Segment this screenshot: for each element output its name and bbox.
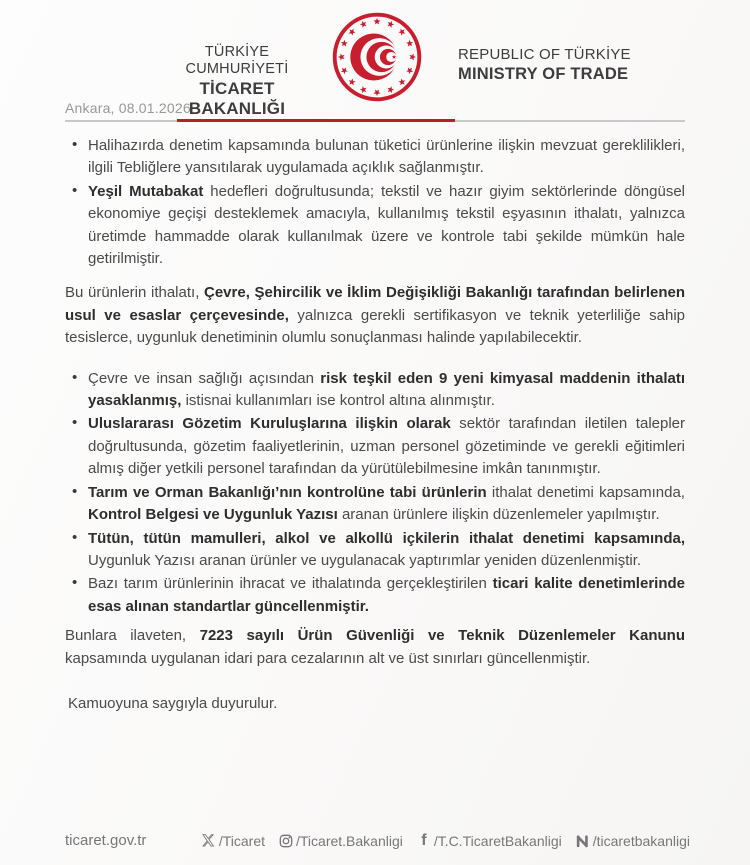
paragraph-penalties: Bunlara ilaveten, 7223 sayılı Ürün Güvenliği ve Teknik Düzenlemeler Kanunu kapsamında uygulanan idari para cezalarının alt ve üst sınırları güncellenmiştir. — [65, 627, 685, 667]
divider-red-segment — [177, 119, 455, 122]
list-item: • Yeşil Mutabakat hedefleri doğrultusunda; tekstil ve hazır giyim sektörlerinde döngüsel ekonomiye geçişi desteklemek amacıyla, kullanılmış tekstil eşyasının ithalatı, yalnızca üretimde hammadde olarak kullanılmak üzere ve kontrole tabi şekilde mümkün hale getirilmiştir. — [65, 181, 685, 271]
list-item: • Uluslararası Gözetim Kuruluşlarına ilişkin olarak sektör tarafından iletilen talepler doğrultusunda, gözetim faaliyetlerinin, uzman personel gözetiminde ve gerekli eğitimleri almış diğer yetkili personel tarafından da yürütülebilmesine imkân tanınmıştır. — [65, 413, 685, 480]
paragraph-import-conditions: Bu ürünlerin ithalatı, Çevre, Şehircilik ve İklim Değişikliği Bakanlığı tarafından belirlenen usul ve esaslar çerçevesinde, yalnızca gerekli sertifikasyon ve teknik yeterliliğe sahip tesislerce, uygunluk denetiminin olumlu sonuçlanması halinde yapılabilecektir. — [65, 284, 686, 347]
document-header — [0, 0, 750, 122]
document-body — [0, 135, 750, 715]
ministry-of-trade-logo — [331, 11, 423, 103]
social-link-instagram[interactable] — [278, 833, 403, 849]
social-link-nsosyal[interactable] — [575, 833, 690, 849]
bullet-list-2 — [65, 368, 685, 618]
list-item: • Tarım ve Orman Bakanlığı’nın kontrolüne tabi ürünlerin ithalat denetimi kapsamında, Kontrol Belgesi ve Uygunluk Yazısı aranan ürünlere ilişkin düzenlemeler yapılmıştır. — [65, 482, 685, 527]
x-icon — [201, 833, 217, 849]
social-handle: /Ticaret — [218, 832, 265, 849]
list-item: • Tütün, tütün mamulleri, alkol ve alkollü içkilerin ithalat denetimi kapsamında, Uygunluk Yazısı aranan ürünler ve uygulanacak yaptırımlar yeniden düzenlenmiştir. — [65, 528, 685, 573]
org-title-en-line2: MINISTRY OF TRADE — [458, 65, 629, 84]
list-item: • Çevre ve insan sağlığı açısından risk teşkil eden 9 yeni kimyasal maddenin ithalatı yasaklanmış, istisnai kullanımları ise kontrol altına alınmıştır. — [65, 368, 685, 413]
logo-crescents — [350, 34, 398, 81]
org-title-en-line1: REPUBLIC OF TÜRKİYE — [458, 46, 631, 63]
social-handle: /Ticaret.Bakanligi — [296, 832, 403, 849]
website-link[interactable]: ticaret.gov.tr — [65, 832, 147, 849]
document-footer — [65, 832, 690, 849]
instagram-icon — [278, 833, 294, 849]
org-title-english — [458, 46, 631, 84]
social-links — [201, 833, 690, 849]
dateline: Ankara, 08.01.2026 — [65, 100, 191, 116]
header-divider — [65, 119, 685, 122]
bullet-list-1 — [65, 135, 685, 270]
nsosyal-icon — [575, 833, 591, 849]
social-link-x[interactable] — [201, 833, 265, 849]
social-handle: /T.C.TicaretBakanligi — [433, 832, 562, 849]
list-item: • Bazı tarım ürünlerinin ihracat ve ithalatında gerçekleştirilen ticari kalite denetimlerinde esas alınan standartlar güncellenmiştir. — [65, 573, 685, 618]
list-item: • Halihazırda denetim kapsamında bulunan tüketici ürünlerine ilişkin mevzuat gereklilikleri, ilgili Tebliğlere yansıtılarak uygulamada açıklık sağlanmıştır. — [65, 135, 685, 180]
closing-statement: Kamuoyuna saygıyla duyurulur. — [68, 694, 278, 712]
social-handle: /ticaretbakanligi — [592, 832, 690, 849]
facebook-icon: f — [421, 831, 427, 849]
org-title-tr-line2: TİCARET BAKANLIĞI — [188, 79, 286, 118]
social-link-facebook[interactable] — [416, 833, 562, 849]
org-title-tr-line1: TÜRKİYE CUMHURİYETİ — [185, 44, 289, 77]
